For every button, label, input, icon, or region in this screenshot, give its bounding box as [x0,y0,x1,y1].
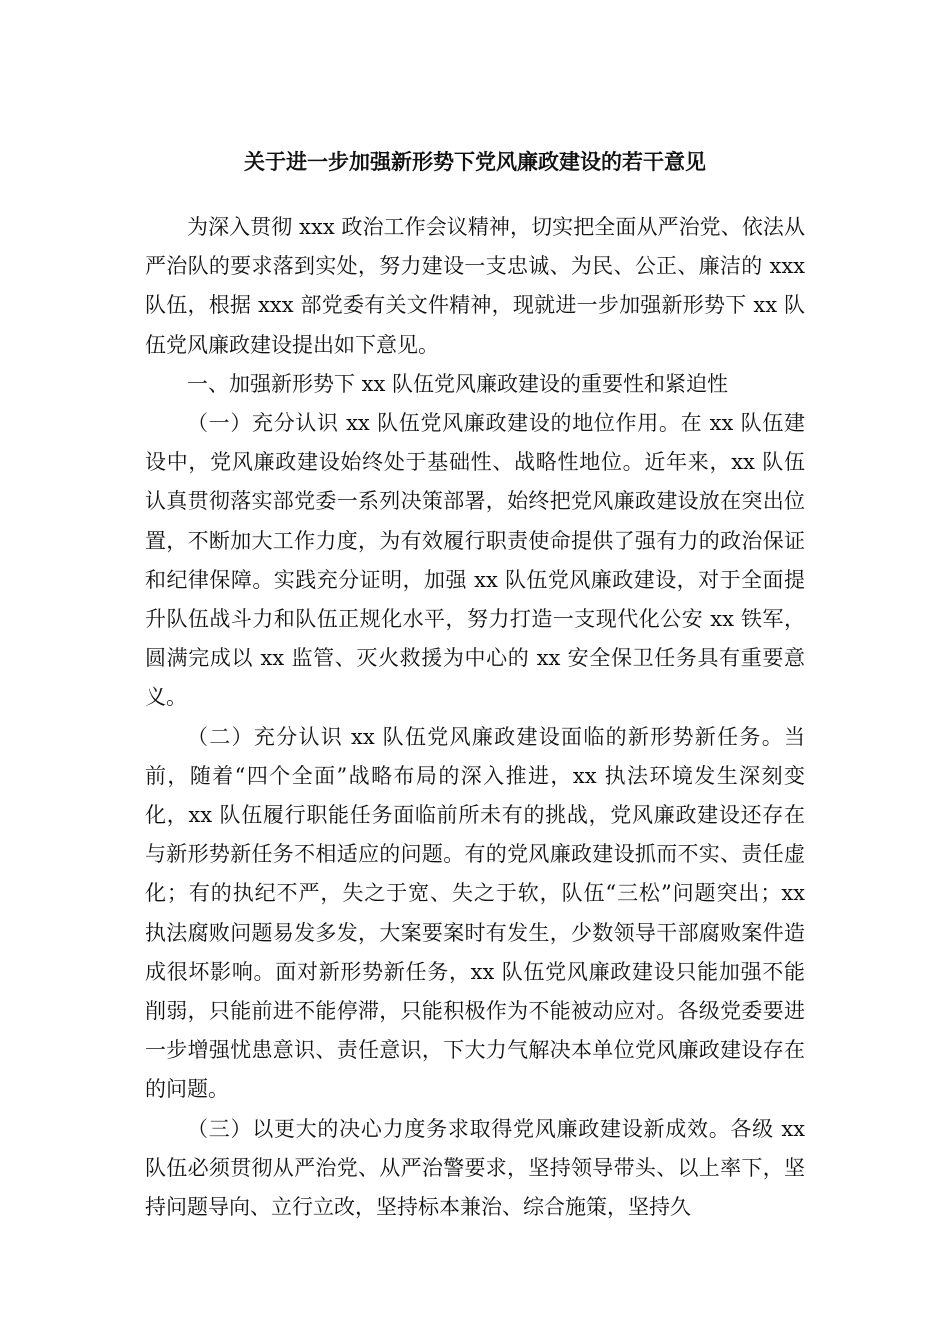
intro-paragraph: 为深入贯彻 xxx 政治工作会议精神，切实把全面从严治党、依法从严治队的要求落到实处，努力建设一支忠诚、为民、公正、廉洁的 xxx 队伍，根据 xxx 部党委有关文件精神，现就进一步加强新形势下 xx 队伍党风廉政建设提出如下意见。 [145,215,805,357]
subsection-paragraph-1: （一）充分认识 xx 队伍党风廉政建设的地位作用。在 xx 队伍建设中，党风廉政建设始终处于基础性、战略性地位。近年来，xx 队伍认真贯彻落实部党委一系列决策部署，始终把党风廉政建设放在突出位置，不断加大工作力度，为有效履行职责使命提供了强有力的政治保证和纪律保障。实践充分证明，加强 xx 队伍党风廉政建设，对于全面提升队伍战斗力和队伍正规化水平，努力打造一支现代化公安 xx 铁军，圆满完成以 xx 监管、灭火救援为中心的 xx 安全保卫任务具有重要意义。 [145,411,805,710]
section-heading-1: 一、加强新形势下 xx 队伍党风廉政建设的重要性和紧迫性 [187,371,729,396]
document-body [145,208,805,1227]
document-title: 关于进一步加强新形势下党风廉政建设的若干意见 [244,149,706,174]
subsection-paragraph-2: （二）充分认识 xx 队伍党风廉政建设面临的新形势新任务。当前，随着“四个全面”战略布局的深入推进，xx 执法环境发生深刻变化，xx 队伍履行职能任务面临前所未有的挑战，党风廉政建设还存在与新形势新任务不相适应的问题。有的党风廉政建设抓而不实、责任虚化；有的执纪不严，失之于宽、失之于软，队伍“三松”问题突出；xx 执法腐败问题易发多发，大案要案时有发生，少数领导干部腐败案件造成很坏影响。面对新形势新任务，xx 队伍党风廉政建设只能加强不能削弱，只能前进不能停滞，只能积极作为不能被动应对。各级党委要进一步增强忧患意识、责任意识，下大力气解决本单位党风廉政建设存在的问题。 [145,724,805,1102]
subsection-paragraph-3: （三）以更大的决心力度务求取得党风廉政建设新成效。各级 xx 队伍必须贯彻从严治党、从严治警要求，坚持领导带头、以上率下，坚持问题导向、立行立改，坚持标本兼治、综合施策，坚持久 [145,1116,805,1220]
